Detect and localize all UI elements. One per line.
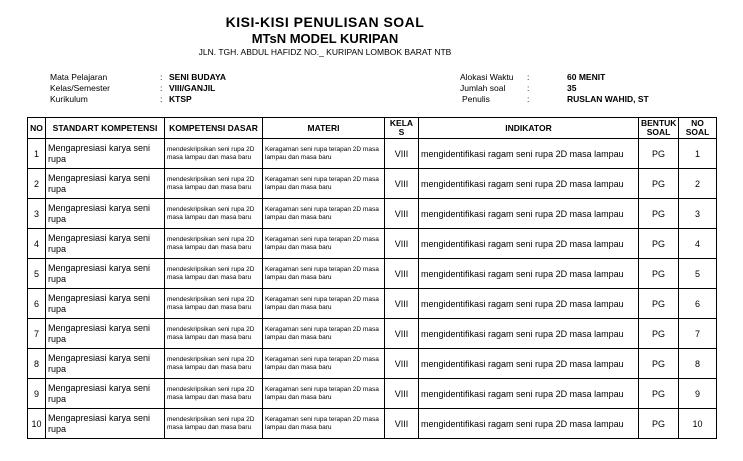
cell-materi: Keragaman seni rupa terapan 2D masa lampau dan masa baru — [263, 349, 385, 379]
cell-sk: Mengapresiasi karya seni rupa — [46, 319, 165, 349]
meta-label: Kurikulum — [50, 94, 88, 104]
cell-no: 1 — [28, 139, 46, 169]
cell-nosoal: 4 — [679, 229, 717, 259]
cell-nosoal: 1 — [679, 139, 717, 169]
cell-no: 6 — [28, 289, 46, 319]
cell-kelas: VIII — [385, 349, 419, 379]
cell-bentuk: PG — [639, 169, 679, 199]
cell-bentuk: PG — [639, 259, 679, 289]
cell-indikator: mengidentifikasi ragam seni rupa 2D masa lampau — [419, 199, 639, 229]
cell-indikator: mengidentifikasi ragam seni rupa 2D masa lampau — [419, 139, 639, 169]
table-row — [28, 409, 717, 439]
table-row — [28, 289, 717, 319]
cell-materi: Keragaman seni rupa terapan 2D masa lampau dan masa baru — [263, 139, 385, 169]
meta-label: Alokasi Waktu — [460, 72, 514, 82]
cell-bentuk: PG — [639, 229, 679, 259]
cell-materi: Keragaman seni rupa terapan 2D masa lampau dan masa baru — [263, 229, 385, 259]
cell-sk: Mengapresiasi karya seni rupa — [46, 259, 165, 289]
cell-materi: Keragaman seni rupa terapan 2D masa lampau dan masa baru — [263, 289, 385, 319]
meta-sep: : — [527, 83, 530, 93]
cell-kelas: VIII — [385, 319, 419, 349]
cell-kd: mendeskripsikan seni rupa 2D masa lampau dan masa baru — [165, 289, 263, 319]
cell-kelas: VIII — [385, 199, 419, 229]
cell-indikator: mengidentifikasi ragam seni rupa 2D masa lampau — [419, 169, 639, 199]
cell-no: 7 — [28, 319, 46, 349]
cell-no: 9 — [28, 379, 46, 409]
cell-no: 8 — [28, 349, 46, 379]
table-row — [28, 169, 717, 199]
cell-bentuk: PG — [639, 199, 679, 229]
cell-no: 10 — [28, 409, 46, 439]
meta-label: Penulis — [462, 94, 490, 104]
cell-kd: mendeskripsikan seni rupa 2D masa lampau dan masa baru — [165, 199, 263, 229]
cell-nosoal: 3 — [679, 199, 717, 229]
cell-indikator: mengidentifikasi ragam seni rupa 2D masa lampau — [419, 289, 639, 319]
table-row — [28, 139, 717, 169]
school-name: MTsN MODEL KURIPAN — [251, 31, 399, 46]
cell-indikator: mengidentifikasi ragam seni rupa 2D masa lampau — [419, 229, 639, 259]
col-header-kd: KOMPETENSI DASAR — [165, 118, 263, 139]
cell-materi: Keragaman seni rupa terapan 2D masa lampau dan masa baru — [263, 259, 385, 289]
cell-kd: mendeskripsikan seni rupa 2D masa lampau dan masa baru — [165, 139, 263, 169]
col-header-materi: MATERI — [263, 118, 385, 139]
cell-sk: Mengapresiasi karya seni rupa — [46, 139, 165, 169]
meta-label: Mata Pelajaran — [50, 72, 108, 82]
meta-value: 35 — [567, 83, 577, 93]
cell-indikator: mengidentifikasi ragam seni rupa 2D masa lampau — [419, 409, 639, 439]
table-row — [28, 199, 717, 229]
table-header-row — [28, 118, 717, 139]
cell-bentuk: PG — [639, 289, 679, 319]
meta-sep: : — [527, 72, 530, 82]
meta-sep: : — [527, 94, 530, 104]
cell-indikator: mengidentifikasi ragam seni rupa 2D masa lampau — [419, 319, 639, 349]
cell-nosoal: 9 — [679, 379, 717, 409]
cell-kd: mendeskripsikan seni rupa 2D masa lampau dan masa baru — [165, 229, 263, 259]
cell-kelas: VIII — [385, 379, 419, 409]
cell-sk: Mengapresiasi karya seni rupa — [46, 289, 165, 319]
cell-no: 4 — [28, 229, 46, 259]
meta-value: VIII/GANJIL — [169, 83, 216, 93]
meta-sep: : — [160, 72, 163, 82]
cell-kelas: VIII — [385, 139, 419, 169]
meta-sep: : — [160, 94, 163, 104]
cell-nosoal: 7 — [679, 319, 717, 349]
meta-sep: : — [160, 83, 163, 93]
meta-label: Jumlah soal — [460, 83, 506, 93]
meta-value: SENI BUDAYA — [169, 72, 227, 82]
cell-kd: mendeskripsikan seni rupa 2D masa lampau dan masa baru — [165, 319, 263, 349]
col-header-kelas: KELA S — [385, 118, 419, 139]
cell-no: 2 — [28, 169, 46, 199]
col-header-indikator: INDIKATOR — [419, 118, 639, 139]
cell-kd: mendeskripsikan seni rupa 2D masa lampau dan masa baru — [165, 379, 263, 409]
cell-no: 5 — [28, 259, 46, 289]
cell-bentuk: PG — [639, 349, 679, 379]
cell-materi: Keragaman seni rupa terapan 2D masa lampau dan masa baru — [263, 379, 385, 409]
document-title: KISI-KISI PENULISAN SOAL — [225, 14, 425, 30]
table-row — [28, 349, 717, 379]
cell-sk: Mengapresiasi karya seni rupa — [46, 379, 165, 409]
cell-indikator: mengidentifikasi ragam seni rupa 2D masa lampau — [419, 349, 639, 379]
cell-indikator: mengidentifikasi ragam seni rupa 2D masa lampau — [419, 379, 639, 409]
table-row — [28, 319, 717, 349]
cell-kelas: VIII — [385, 229, 419, 259]
col-header-no: NO — [28, 118, 46, 139]
cell-sk: Mengapresiasi karya seni rupa — [46, 229, 165, 259]
cell-bentuk: PG — [639, 409, 679, 439]
cell-bentuk: PG — [639, 379, 679, 409]
table-row — [28, 379, 717, 409]
cell-materi: Keragaman seni rupa terapan 2D masa lampau dan masa baru — [263, 319, 385, 349]
col-header-bentuk: BENTUK SOAL — [639, 118, 679, 139]
col-header-nosoal: NO SOAL — [679, 118, 717, 139]
col-header-sk: STANDART KOMPETENSI — [46, 118, 165, 139]
cell-no: 3 — [28, 199, 46, 229]
cell-kelas: VIII — [385, 289, 419, 319]
kisi-kisi-table — [27, 117, 717, 439]
cell-nosoal: 6 — [679, 289, 717, 319]
cell-sk: Mengapresiasi karya seni rupa — [46, 409, 165, 439]
table-row — [28, 259, 717, 289]
cell-bentuk: PG — [639, 139, 679, 169]
cell-kelas: VIII — [385, 409, 419, 439]
cell-sk: Mengapresiasi karya seni rupa — [46, 169, 165, 199]
meta-value: KTSP — [169, 94, 192, 104]
cell-indikator: mengidentifikasi ragam seni rupa 2D masa lampau — [419, 259, 639, 289]
cell-kd: mendeskripsikan seni rupa 2D masa lampau dan masa baru — [165, 349, 263, 379]
cell-kd: mendeskripsikan seni rupa 2D masa lampau dan masa baru — [165, 409, 263, 439]
table-row — [28, 229, 717, 259]
school-address: JLN. TGH. ABDUL HAFIDZ NO._ KURIPAN LOMBOK BARAT NTB — [198, 47, 452, 57]
cell-nosoal: 10 — [679, 409, 717, 439]
cell-kd: mendeskripsikan seni rupa 2D masa lampau dan masa baru — [165, 169, 263, 199]
meta-value: RUSLAN WAHID, ST — [567, 94, 649, 104]
cell-sk: Mengapresiasi karya seni rupa — [46, 349, 165, 379]
meta-value: 60 MENIT — [567, 72, 606, 82]
cell-kd: mendeskripsikan seni rupa 2D masa lampau dan masa baru — [165, 259, 263, 289]
cell-materi: Keragaman seni rupa terapan 2D masa lampau dan masa baru — [263, 409, 385, 439]
cell-nosoal: 8 — [679, 349, 717, 379]
meta-label: Kelas/Semester — [50, 83, 110, 93]
cell-kelas: VIII — [385, 259, 419, 289]
cell-kelas: VIII — [385, 169, 419, 199]
cell-materi: Keragaman seni rupa terapan 2D masa lampau dan masa baru — [263, 199, 385, 229]
cell-materi: Keragaman seni rupa terapan 2D masa lampau dan masa baru — [263, 169, 385, 199]
cell-nosoal: 5 — [679, 259, 717, 289]
cell-nosoal: 2 — [679, 169, 717, 199]
cell-bentuk: PG — [639, 319, 679, 349]
cell-sk: Mengapresiasi karya seni rupa — [46, 199, 165, 229]
